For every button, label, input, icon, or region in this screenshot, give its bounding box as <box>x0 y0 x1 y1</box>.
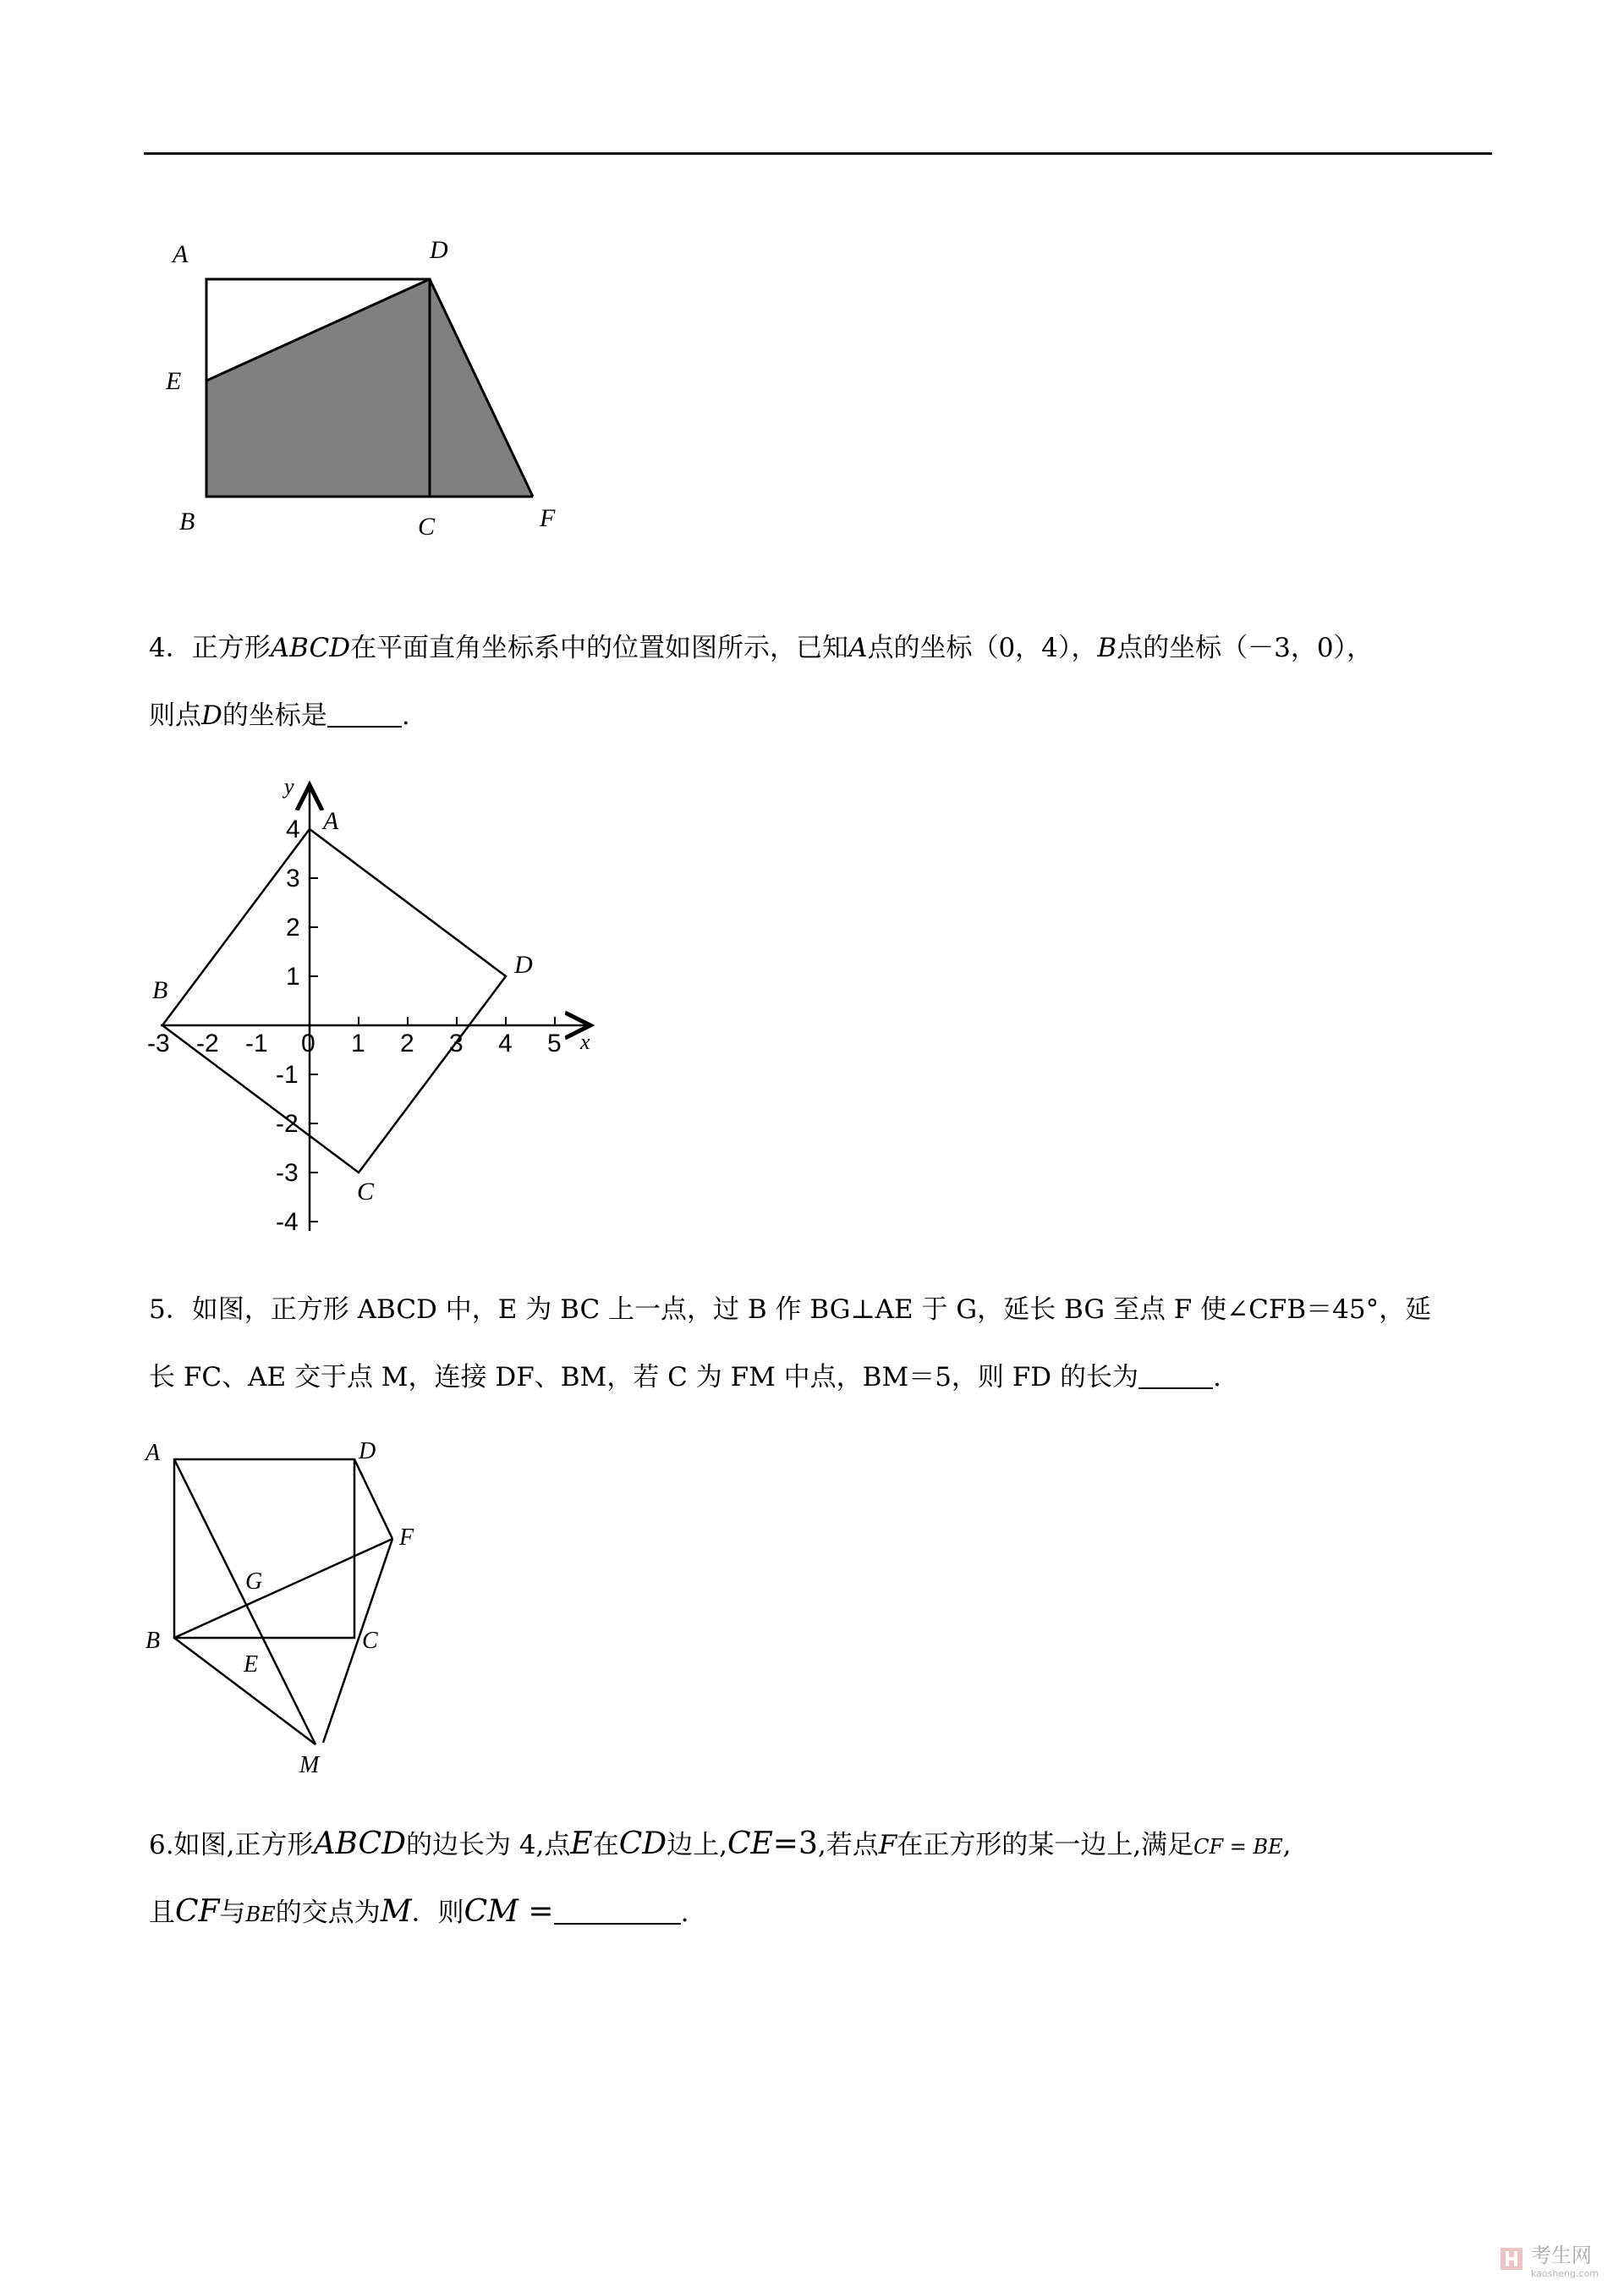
figure-coordinate-plane <box>135 770 609 1244</box>
x-tick-label: 2 <box>400 1030 414 1057</box>
x-tick-label: -2 <box>196 1030 219 1057</box>
x-tick-label: 4 <box>498 1030 513 1057</box>
q4-period: . <box>401 700 410 731</box>
y-tick-label: -4 <box>276 1208 299 1236</box>
answer-blank <box>327 700 402 728</box>
y-tick-label: -2 <box>276 1110 299 1138</box>
label-A: A <box>173 240 189 268</box>
q4-text: 在平面直角坐标系中的位置如图所示，已知 <box>350 633 849 663</box>
question-4-line-1 <box>149 629 1373 667</box>
q6-var-ce: CE <box>727 1826 773 1861</box>
label-D: D <box>359 1438 376 1464</box>
label-A: A <box>323 807 339 835</box>
label-D: D <box>430 236 448 264</box>
q6-var-e: E <box>570 1826 593 1861</box>
label-C: C <box>362 1628 378 1654</box>
q4-var-abcd: ABCD <box>270 633 351 663</box>
x-tick-label: -3 <box>147 1030 170 1057</box>
brand-logo-icon <box>1499 2246 1524 2271</box>
brand-domain: kaosheng.com <box>1530 2268 1599 2279</box>
q4-var-b: B <box>1097 633 1117 663</box>
label-C: C <box>357 1178 375 1206</box>
q6-text: 在 <box>592 1830 619 1860</box>
brand-name: 考生网 <box>1530 2244 1592 2267</box>
answer-blank <box>1138 1362 1213 1389</box>
q5-text: 长 FC、AE 交于点 M，连接 DF、BM，若 C 为 FM 中点，BM＝5，则 FD 的长为 <box>149 1362 1138 1392</box>
label-B: B <box>179 508 195 536</box>
figure-square-shaded <box>161 228 584 550</box>
question-5-line-1 <box>149 1291 1431 1328</box>
y-tick-label: -3 <box>276 1159 299 1187</box>
q6-var-m: M <box>380 1894 412 1929</box>
q6-text: 且 <box>149 1898 175 1928</box>
q6-var-cd: CD <box>618 1826 667 1861</box>
y-tick-label: 2 <box>286 914 300 942</box>
label-F: F <box>399 1524 414 1551</box>
label-E: E <box>166 367 182 395</box>
q6-text: , <box>1282 1830 1292 1860</box>
label-E: E <box>244 1651 259 1678</box>
q6-text: 边上, <box>667 1830 727 1860</box>
y-tick-label: 3 <box>286 865 300 893</box>
q6-value: =3 <box>772 1826 818 1861</box>
x-tick-label: 1 <box>351 1030 365 1057</box>
x-tick-label: -1 <box>245 1030 268 1057</box>
q6-var-f: F <box>878 1830 897 1860</box>
footer-watermark <box>1499 2238 1599 2279</box>
q4-text: 正方形 <box>191 633 271 663</box>
figure-square-bm <box>135 1430 440 1785</box>
q6-var-be: BE <box>245 1903 276 1926</box>
q6-text: 与 <box>219 1898 246 1928</box>
q6-text: ,若点 <box>817 1830 879 1860</box>
question-6-line-2 <box>149 1893 689 1933</box>
label-B: B <box>145 1628 161 1654</box>
q4-var-d: D <box>201 700 222 731</box>
question-6-line-1 <box>149 1826 1292 1865</box>
label-D: D <box>514 951 533 979</box>
shaded-region <box>206 279 533 497</box>
q6-text: 在正方形的某一边上,满足 <box>897 1830 1194 1860</box>
q5-period: . <box>1213 1362 1221 1392</box>
q4-text: 的坐标是 <box>222 700 327 731</box>
y-tick-label: 1 <box>286 963 300 991</box>
axis-label-x: x <box>580 1030 590 1054</box>
header-rule <box>144 152 1492 155</box>
y-tick-label: 4 <box>286 816 300 843</box>
answer-blank <box>554 1898 681 1925</box>
q6-text: 的边长为 4,点 <box>405 1830 571 1860</box>
q4-text: 点的坐标（0，4）， <box>867 633 1098 663</box>
square-abcd <box>162 829 506 1173</box>
label-A: A <box>145 1440 161 1466</box>
q5-text: 5．如图，正方形 ABCD 中，E 为 BC 上一点，过 B 作 BG⊥AE 于 G，延长 BG 至点 F 使∠CFB＝45°，延 <box>149 1294 1432 1325</box>
q4-var-a: A <box>848 633 868 663</box>
q6-condition: CF = BE <box>1193 1835 1283 1859</box>
label-G: G <box>245 1568 263 1595</box>
question-number: 4． <box>149 633 192 663</box>
question-5-line-2 <box>149 1359 1221 1396</box>
label-F: F <box>540 504 556 532</box>
label-B: B <box>152 976 168 1004</box>
y-tick-label: -1 <box>276 1061 299 1089</box>
q6-var-cm: CM = <box>464 1894 554 1929</box>
q6-period: . <box>680 1898 689 1928</box>
label-C: C <box>418 513 436 541</box>
x-tick-label: 0 <box>301 1030 315 1057</box>
q6-text: 的交点为 <box>275 1898 381 1928</box>
q6-var-abcd: ABCD <box>313 1826 406 1861</box>
x-tick-label: 5 <box>547 1030 562 1057</box>
q6-text: 6.如图,正方形 <box>149 1830 314 1860</box>
label-M: M <box>299 1752 320 1778</box>
q4-text: 点的坐标（－3，0）， <box>1116 633 1374 663</box>
q6-var-cf: CF <box>175 1894 220 1929</box>
q4-text: 则点 <box>149 700 201 731</box>
question-4-line-2 <box>149 697 410 734</box>
q6-text: ．则 <box>411 1898 464 1928</box>
x-tick-label: 3 <box>449 1030 464 1057</box>
axis-label-y: y <box>284 774 294 799</box>
